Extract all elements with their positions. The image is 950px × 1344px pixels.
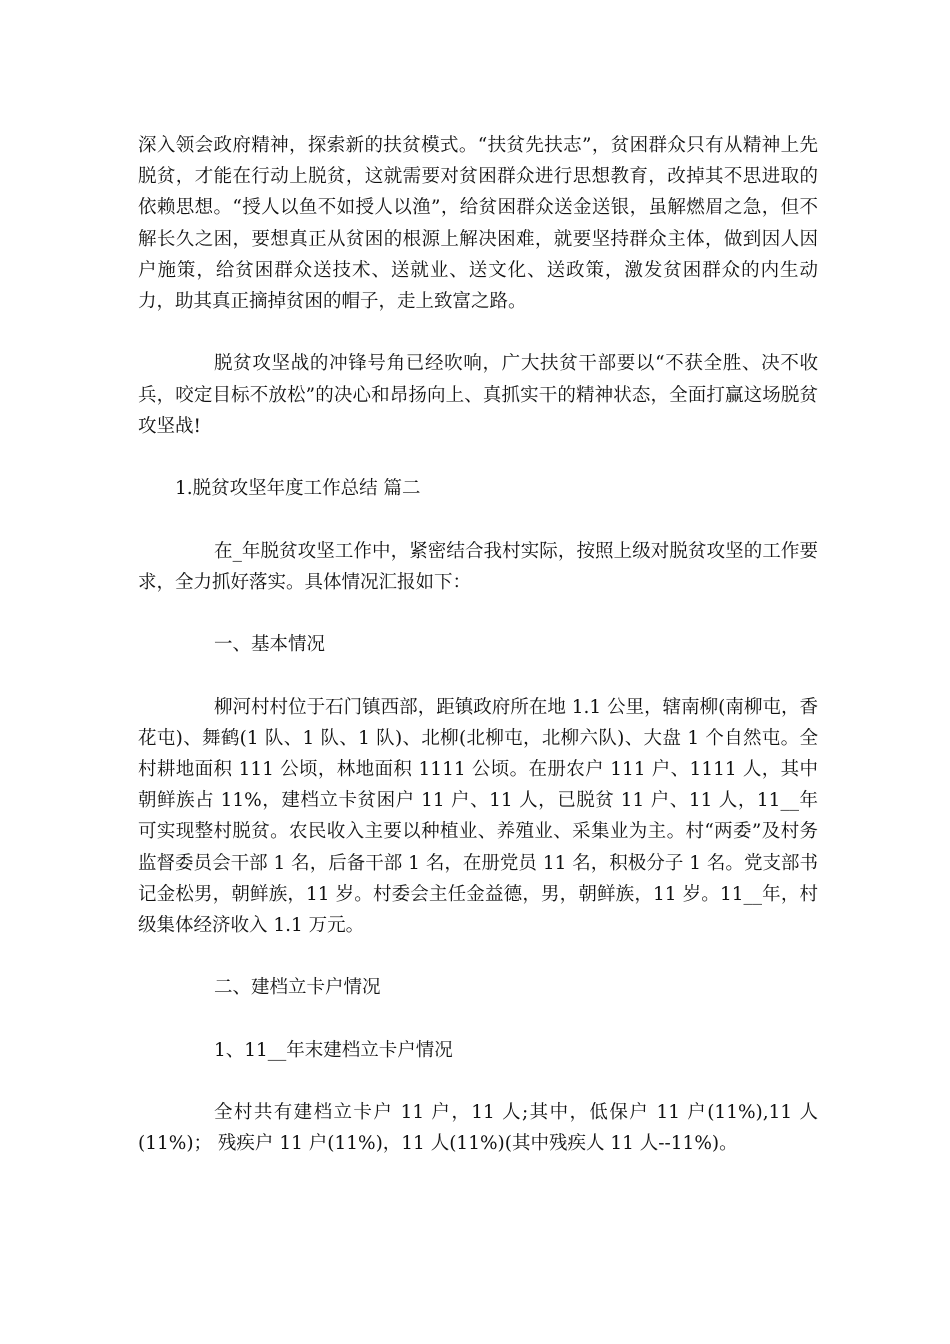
paragraph-household-stats: 全村共有建档立卡户 11 户，11 人;其中，低保户 11 户(11%),11 人(11%)； 残疾户 11 户(11%)，11 人(11%)(其中残疾人 11 人--11%)。 [138, 1102, 818, 1155]
heading-basic-situation: 一、基本情况 [214, 634, 326, 656]
document-page [138, 130, 818, 1160]
paragraph-gap [138, 598, 818, 629]
paragraph-gap [138, 442, 818, 473]
paragraph-gap [138, 1004, 818, 1035]
paragraph-spirit-guidance: 深入领会政府精神，探索新的扶贫模式。“扶贫先扶志”，贫困群众只有从精神上先脱贫，才能在行动上脱贫，这就需要对贫困群众进行思想教育，改掉其不思进取的依赖思想。“授人以鱼不如授人以渔”，给贫困群众送金送银，虽解燃眉之急，但不解长久之困，要想真正从贫困的根源上解决困难，就要坚持群众主体，做到因人因户施策，给贫困群众送技术、送就业、送文化、送政策，激发贫困群众的内生动力，助其真正摘掉贫困的帽子，走上致富之路。 [138, 135, 818, 313]
paragraph-gap [138, 1066, 818, 1097]
section-title-part-two: 1.脱贫攻坚年度工作总结 篇二 [175, 478, 421, 500]
paragraph-gap [138, 941, 818, 972]
paragraph-village-profile: 柳河村村位于石门镇西部，距镇政府所在地 1.1 公里，辖南柳(南柳屯，香花屯)、舞鹤(1 队、1 队、1 队)、北柳(北柳屯，北柳六队)、大盘 1 个自然屯。全村耕地面积 111 公顷，林地面积 1111 公顷。在册农户 111 户、1111 人，其中朝鲜族占 11%，建档立卡贫困户 11 户、11 人，已脱贫 11 户、11 人，11__年可实现整村脱贫。农民收入主要以种植业、养殖业、采集业为主。村“两委”及村务监督委员会干部 1 名，后备干部 1 名，在册党员 11 名，积极分子 1 名。党支部书记金松男，朝鲜族，11 岁。村委会主任金益德，男，朝鲜族，11 岁。11__年，村级集体经济收入 1.1 万元。 [138, 696, 818, 936]
paragraph-gap [138, 317, 818, 348]
paragraph-battle-call: 脱贫攻坚战的冲锋号角已经吹响，广大扶贫干部要以“不获全胜、决不收兵，咬定目标不放松”的决心和昂扬向上、真抓实干的精神状态，全面打赢这场脱贫攻坚战! [138, 353, 818, 437]
subheading-year-end-households: 1、11__年末建档立卡户情况 [214, 1039, 453, 1061]
paragraph-gap [138, 660, 818, 691]
paragraph-intro-report: 在_年脱贫攻坚工作中，紧密结合我村实际，按照上级对脱贫攻坚的工作要求，全力抓好落实。具体情况汇报如下： [138, 540, 818, 593]
heading-registered-households: 二、建档立卡户情况 [214, 977, 381, 999]
paragraph-gap [138, 504, 818, 535]
